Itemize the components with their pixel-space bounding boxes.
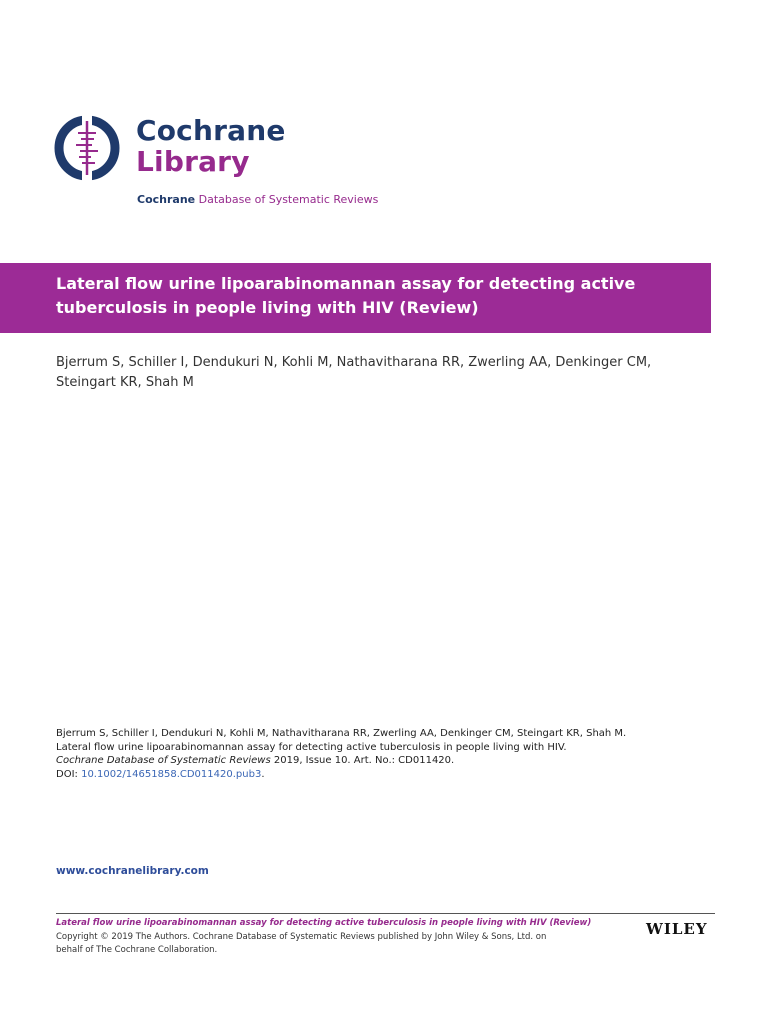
wiley-logo: WILEY bbox=[646, 920, 708, 938]
doi-suffix: . bbox=[261, 768, 265, 780]
database-title: Database of Systematic Reviews bbox=[198, 193, 379, 206]
website-link[interactable]: www.cochranelibrary.com bbox=[56, 865, 209, 877]
doi-label: DOI: bbox=[56, 768, 82, 780]
citation-authors: Bjerrum S, Schiller I, Dendukuri N, Kohli M, Nathavitharana RR, Zwerling AA, Denkinger CM, Steingart KR, Shah M. bbox=[56, 728, 627, 739]
footer-divider bbox=[56, 913, 715, 914]
doi-link[interactable]: 10.1002/14651858.CD011420.pub3 bbox=[81, 768, 262, 780]
citation-journal: Cochrane Database of Systematic Reviews bbox=[56, 755, 271, 766]
cochrane-logo-icon bbox=[54, 115, 120, 181]
copyright-line-1: Copyright © 2019 The Authors. Cochrane Database of Systematic Reviews published by John Wiley & Sons, Ltd. on bbox=[56, 932, 547, 942]
citation-doi-line bbox=[56, 768, 696, 782]
citation-source bbox=[56, 754, 696, 768]
copyright-line-2: behalf of The Cochrane Collaboration. bbox=[56, 944, 218, 955]
citation-block bbox=[56, 727, 696, 781]
database-name bbox=[137, 193, 378, 206]
footer-copyright bbox=[56, 931, 596, 956]
footer-title: Lateral flow urine lipoarabinomannan assay for detecting active tuberculosis in people living with HIV (Review) bbox=[56, 918, 592, 928]
database-brand: Cochrane bbox=[137, 193, 196, 206]
citation-details: 2019, Issue 10. Art. No.: CD011420. bbox=[270, 755, 455, 766]
logo-word-cochrane: Cochrane bbox=[136, 114, 286, 147]
citation-title: Lateral flow urine lipoarabinomannan assay for detecting active tuberculosis in people living with HIV. bbox=[56, 741, 567, 753]
logo-word-library: Library bbox=[136, 145, 250, 178]
review-title: Lateral flow urine lipoarabinomannan assay for detecting active tuberculosis in people living with HIV (Review) bbox=[56, 274, 636, 317]
author-list: Bjerrum S, Schiller I, Dendukuri N, Kohli M, Nathavitharana RR, Zwerling AA, Denkinger CM, Steingart KR, Shah M bbox=[56, 355, 652, 390]
